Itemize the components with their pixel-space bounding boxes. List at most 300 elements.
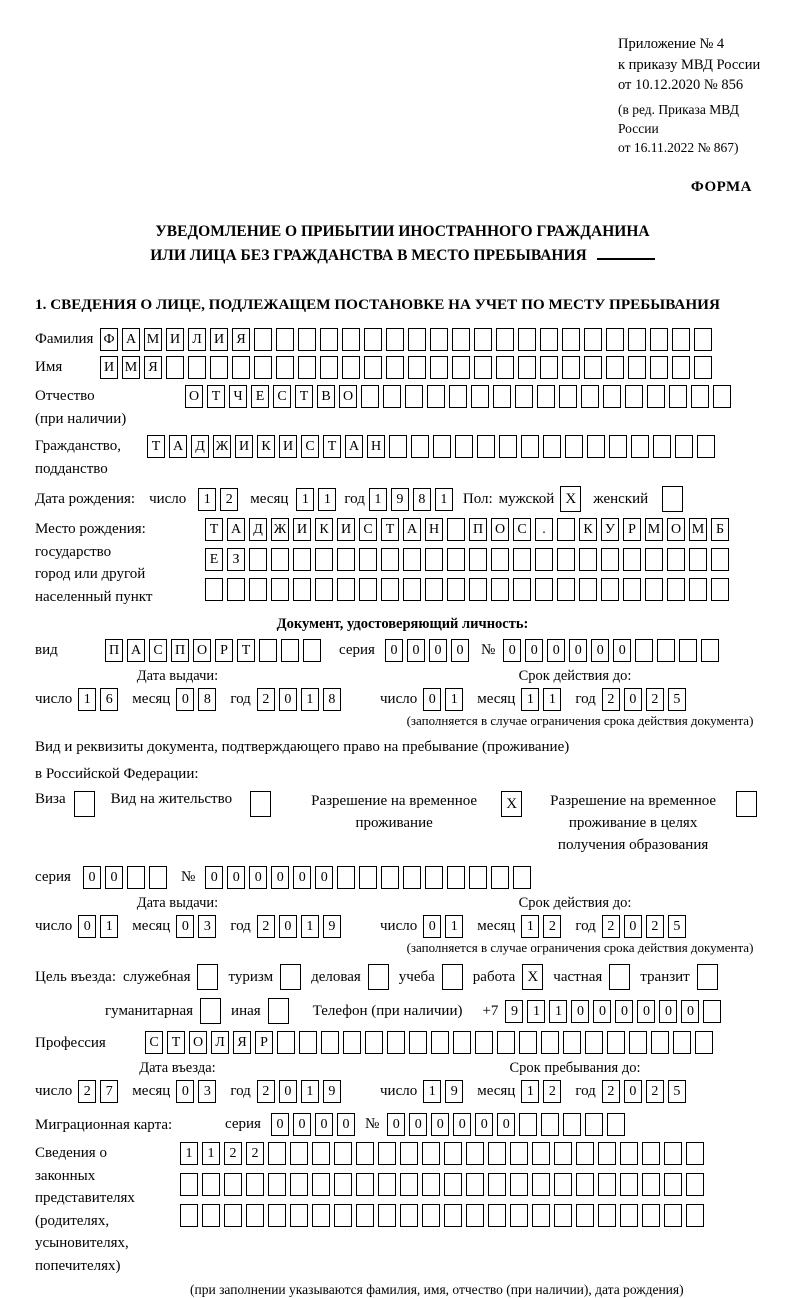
char-box[interactable] — [607, 1113, 625, 1136]
char-box[interactable] — [651, 1031, 669, 1054]
char-box[interactable] — [378, 1173, 396, 1196]
char-box[interactable] — [180, 1204, 198, 1227]
char-box[interactable]: У — [601, 518, 619, 541]
char-box[interactable]: И — [235, 435, 253, 458]
char-box[interactable]: 0 — [659, 1000, 677, 1023]
char-box[interactable]: 1 — [202, 1142, 220, 1165]
purpose-commercial-checkbox[interactable] — [368, 964, 389, 990]
char-box[interactable] — [629, 1031, 647, 1054]
char-box[interactable] — [246, 1204, 264, 1227]
char-box[interactable] — [452, 356, 470, 379]
char-box[interactable]: Т — [295, 385, 313, 408]
char-box[interactable] — [587, 435, 605, 458]
char-box[interactable]: С — [273, 385, 291, 408]
char-box[interactable] — [471, 385, 489, 408]
char-box[interactable] — [513, 866, 531, 889]
purpose-tourism-checkbox[interactable] — [280, 964, 301, 990]
char-box[interactable] — [521, 435, 539, 458]
char-box[interactable] — [491, 548, 509, 571]
char-box[interactable] — [598, 1173, 616, 1196]
char-box[interactable]: Р — [215, 639, 233, 662]
char-box[interactable] — [518, 356, 536, 379]
char-box[interactable] — [227, 578, 245, 601]
char-box[interactable] — [518, 328, 536, 351]
char-box[interactable] — [408, 328, 426, 351]
char-box[interactable]: Д — [249, 518, 267, 541]
char-box[interactable] — [334, 1142, 352, 1165]
char-box[interactable] — [675, 435, 693, 458]
char-box[interactable] — [657, 639, 675, 662]
char-box[interactable]: 0 — [176, 688, 194, 711]
char-box[interactable] — [579, 548, 597, 571]
char-box[interactable]: В — [317, 385, 335, 408]
char-box[interactable]: 1 — [301, 915, 319, 938]
char-box[interactable]: 0 — [387, 1113, 405, 1136]
char-box[interactable] — [689, 578, 707, 601]
char-box[interactable] — [386, 356, 404, 379]
visa-checkbox[interactable] — [74, 791, 95, 817]
char-box[interactable] — [378, 1204, 396, 1227]
char-box[interactable]: 2 — [257, 1080, 275, 1103]
char-box[interactable] — [202, 1173, 220, 1196]
char-box[interactable] — [364, 356, 382, 379]
char-box[interactable]: 0 — [205, 866, 223, 889]
char-box[interactable]: Я — [232, 328, 250, 351]
char-box[interactable]: 9 — [323, 915, 341, 938]
char-box[interactable]: З — [227, 548, 245, 571]
char-box[interactable] — [603, 385, 621, 408]
char-box[interactable]: М — [122, 356, 140, 379]
char-box[interactable] — [271, 578, 289, 601]
char-box[interactable] — [686, 1204, 704, 1227]
char-box[interactable]: 2 — [257, 915, 275, 938]
char-box[interactable] — [686, 1142, 704, 1165]
char-box[interactable]: 2 — [224, 1142, 242, 1165]
char-box[interactable]: 0 — [176, 915, 194, 938]
char-box[interactable] — [559, 385, 577, 408]
char-box[interactable] — [635, 639, 653, 662]
char-box[interactable]: Д — [191, 435, 209, 458]
char-box[interactable]: 0 — [271, 1113, 289, 1136]
char-box[interactable] — [281, 639, 299, 662]
char-box[interactable] — [691, 385, 709, 408]
char-box[interactable] — [576, 1173, 594, 1196]
char-box[interactable]: Я — [144, 356, 162, 379]
char-box[interactable] — [469, 866, 487, 889]
char-box[interactable] — [585, 1031, 603, 1054]
char-box[interactable] — [320, 328, 338, 351]
char-box[interactable]: 0 — [431, 1113, 449, 1136]
purpose-humanitarian-checkbox[interactable] — [200, 998, 221, 1024]
char-box[interactable] — [411, 435, 429, 458]
char-box[interactable] — [359, 578, 377, 601]
char-box[interactable] — [408, 356, 426, 379]
char-box[interactable]: 0 — [451, 639, 469, 662]
char-box[interactable] — [510, 1204, 528, 1227]
char-box[interactable] — [405, 385, 423, 408]
char-box[interactable]: 0 — [249, 866, 267, 889]
char-box[interactable] — [180, 1173, 198, 1196]
char-box[interactable] — [422, 1142, 440, 1165]
char-box[interactable]: . — [535, 518, 553, 541]
char-box[interactable]: 0 — [293, 866, 311, 889]
char-box[interactable] — [601, 548, 619, 571]
char-box[interactable] — [433, 435, 451, 458]
char-box[interactable]: 0 — [176, 1080, 194, 1103]
char-box[interactable]: О — [185, 385, 203, 408]
char-box[interactable]: 8 — [413, 488, 431, 511]
char-box[interactable]: 2 — [543, 915, 561, 938]
char-box[interactable]: Ф — [100, 328, 118, 351]
char-box[interactable] — [554, 1204, 572, 1227]
char-box[interactable] — [650, 356, 668, 379]
char-box[interactable]: Е — [205, 548, 223, 571]
char-box[interactable] — [625, 385, 643, 408]
char-box[interactable] — [579, 578, 597, 601]
char-box[interactable]: Н — [367, 435, 385, 458]
char-box[interactable]: 0 — [571, 1000, 589, 1023]
char-box[interactable]: Т — [207, 385, 225, 408]
char-box[interactable] — [359, 548, 377, 571]
char-box[interactable] — [202, 1204, 220, 1227]
char-box[interactable]: А — [227, 518, 245, 541]
char-box[interactable] — [563, 1031, 581, 1054]
char-box[interactable] — [491, 578, 509, 601]
char-box[interactable] — [409, 1031, 427, 1054]
char-box[interactable]: М — [144, 328, 162, 351]
char-box[interactable] — [474, 356, 492, 379]
char-box[interactable]: А — [127, 639, 145, 662]
char-box[interactable] — [276, 356, 294, 379]
char-box[interactable]: 9 — [505, 1000, 523, 1023]
char-box[interactable]: 0 — [423, 688, 441, 711]
char-box[interactable]: 0 — [78, 915, 96, 938]
char-box[interactable] — [268, 1142, 286, 1165]
char-box[interactable] — [303, 639, 321, 662]
char-box[interactable]: 1 — [521, 915, 539, 938]
char-box[interactable] — [452, 328, 470, 351]
char-box[interactable] — [694, 328, 712, 351]
char-box[interactable] — [246, 1173, 264, 1196]
char-box[interactable]: Т — [147, 435, 165, 458]
char-box[interactable] — [210, 356, 228, 379]
char-box[interactable] — [334, 1204, 352, 1227]
char-box[interactable]: 0 — [475, 1113, 493, 1136]
char-box[interactable] — [403, 548, 421, 571]
char-box[interactable] — [515, 385, 533, 408]
char-box[interactable] — [645, 578, 663, 601]
char-box[interactable]: 6 — [100, 688, 118, 711]
char-box[interactable]: 0 — [279, 1080, 297, 1103]
char-box[interactable]: 0 — [409, 1113, 427, 1136]
char-box[interactable] — [711, 578, 729, 601]
char-box[interactable]: А — [169, 435, 187, 458]
char-box[interactable]: 0 — [105, 866, 123, 889]
char-box[interactable]: 1 — [180, 1142, 198, 1165]
char-box[interactable] — [356, 1173, 374, 1196]
char-box[interactable]: 1 — [369, 488, 387, 511]
char-box[interactable] — [672, 328, 690, 351]
char-box[interactable] — [425, 578, 443, 601]
char-box[interactable] — [342, 328, 360, 351]
char-box[interactable] — [334, 1173, 352, 1196]
char-box[interactable]: 0 — [624, 915, 642, 938]
char-box[interactable] — [647, 385, 665, 408]
char-box[interactable]: Е — [251, 385, 269, 408]
char-box[interactable] — [365, 1031, 383, 1054]
char-box[interactable]: О — [189, 1031, 207, 1054]
purpose-business-checkbox[interactable] — [197, 964, 218, 990]
char-box[interactable] — [312, 1204, 330, 1227]
char-box[interactable] — [554, 1173, 572, 1196]
purpose-transit-checkbox[interactable] — [697, 964, 718, 990]
char-box[interactable] — [581, 385, 599, 408]
char-box[interactable]: Ч — [229, 385, 247, 408]
char-box[interactable]: 0 — [613, 639, 631, 662]
char-box[interactable] — [422, 1173, 440, 1196]
char-box[interactable] — [254, 356, 272, 379]
char-box[interactable]: 1 — [301, 1080, 319, 1103]
char-box[interactable] — [540, 356, 558, 379]
char-box[interactable] — [453, 1031, 471, 1054]
char-box[interactable] — [290, 1204, 308, 1227]
char-box[interactable] — [664, 1142, 682, 1165]
char-box[interactable]: 0 — [337, 1113, 355, 1136]
char-box[interactable]: М — [645, 518, 663, 541]
char-box[interactable]: 0 — [315, 1113, 333, 1136]
char-box[interactable] — [427, 385, 445, 408]
char-box[interactable] — [606, 356, 624, 379]
char-box[interactable] — [620, 1204, 638, 1227]
char-box[interactable] — [337, 548, 355, 571]
char-box[interactable] — [576, 1142, 594, 1165]
char-box[interactable] — [466, 1173, 484, 1196]
char-box[interactable] — [628, 356, 646, 379]
char-box[interactable] — [642, 1204, 660, 1227]
char-box[interactable]: 0 — [547, 639, 565, 662]
char-box[interactable]: 2 — [78, 1080, 96, 1103]
char-box[interactable] — [188, 356, 206, 379]
char-box[interactable]: 1 — [100, 915, 118, 938]
char-box[interactable]: 3 — [198, 1080, 216, 1103]
char-box[interactable]: С — [149, 639, 167, 662]
char-box[interactable]: Т — [237, 639, 255, 662]
char-box[interactable] — [276, 328, 294, 351]
char-box[interactable]: Ж — [271, 518, 289, 541]
char-box[interactable] — [268, 1173, 286, 1196]
char-box[interactable] — [565, 435, 583, 458]
char-box[interactable] — [686, 1173, 704, 1196]
char-box[interactable] — [386, 328, 404, 351]
purpose-other-checkbox[interactable] — [268, 998, 289, 1024]
char-box[interactable]: М — [689, 518, 707, 541]
char-box[interactable] — [315, 548, 333, 571]
char-box[interactable] — [475, 1031, 493, 1054]
char-box[interactable] — [562, 356, 580, 379]
char-box[interactable] — [356, 1142, 374, 1165]
char-box[interactable]: 0 — [83, 866, 101, 889]
char-box[interactable] — [488, 1173, 506, 1196]
char-box[interactable] — [343, 1031, 361, 1054]
char-box[interactable]: 3 — [198, 915, 216, 938]
char-box[interactable] — [290, 1173, 308, 1196]
char-box[interactable] — [541, 1031, 559, 1054]
char-box[interactable] — [620, 1173, 638, 1196]
char-box[interactable] — [271, 548, 289, 571]
char-box[interactable]: Т — [323, 435, 341, 458]
char-box[interactable]: 0 — [624, 1080, 642, 1103]
char-box[interactable]: О — [667, 518, 685, 541]
char-box[interactable]: 1 — [318, 488, 336, 511]
char-box[interactable]: 1 — [435, 488, 453, 511]
char-box[interactable] — [562, 328, 580, 351]
char-box[interactable] — [232, 356, 250, 379]
char-box[interactable] — [466, 1204, 484, 1227]
char-box[interactable] — [381, 548, 399, 571]
char-box[interactable]: Ж — [213, 435, 231, 458]
char-box[interactable]: 0 — [637, 1000, 655, 1023]
char-box[interactable]: 0 — [615, 1000, 633, 1023]
char-box[interactable] — [694, 356, 712, 379]
char-box[interactable]: Л — [211, 1031, 229, 1054]
char-box[interactable]: 2 — [646, 915, 664, 938]
char-box[interactable] — [532, 1204, 550, 1227]
char-box[interactable]: П — [171, 639, 189, 662]
char-box[interactable] — [259, 639, 277, 662]
char-box[interactable] — [667, 548, 685, 571]
char-box[interactable] — [474, 328, 492, 351]
char-box[interactable]: 7 — [100, 1080, 118, 1103]
purpose-private-checkbox[interactable] — [609, 964, 630, 990]
char-box[interactable]: 0 — [569, 639, 587, 662]
char-box[interactable]: С — [359, 518, 377, 541]
char-box[interactable] — [623, 548, 641, 571]
char-box[interactable]: 2 — [543, 1080, 561, 1103]
char-box[interactable] — [469, 548, 487, 571]
char-box[interactable] — [519, 1113, 537, 1136]
char-box[interactable] — [431, 1031, 449, 1054]
char-box[interactable] — [535, 548, 553, 571]
char-box[interactable]: 1 — [543, 688, 561, 711]
char-box[interactable] — [389, 435, 407, 458]
char-box[interactable] — [400, 1204, 418, 1227]
char-box[interactable] — [205, 578, 223, 601]
char-box[interactable] — [430, 356, 448, 379]
char-box[interactable]: Р — [255, 1031, 273, 1054]
char-box[interactable] — [383, 385, 401, 408]
char-box[interactable] — [356, 1204, 374, 1227]
char-box[interactable] — [477, 435, 495, 458]
char-box[interactable] — [713, 385, 731, 408]
char-box[interactable] — [447, 866, 465, 889]
char-box[interactable] — [166, 356, 184, 379]
char-box[interactable]: А — [403, 518, 421, 541]
char-box[interactable] — [499, 435, 517, 458]
char-box[interactable] — [337, 578, 355, 601]
char-box[interactable]: 0 — [407, 639, 425, 662]
char-box[interactable] — [607, 1031, 625, 1054]
char-box[interactable] — [653, 435, 671, 458]
char-box[interactable]: Л — [188, 328, 206, 351]
char-box[interactable] — [491, 866, 509, 889]
char-box[interactable] — [277, 1031, 295, 1054]
char-box[interactable] — [425, 866, 443, 889]
char-box[interactable] — [400, 1142, 418, 1165]
char-box[interactable]: Т — [167, 1031, 185, 1054]
char-box[interactable] — [447, 578, 465, 601]
char-box[interactable] — [496, 328, 514, 351]
char-box[interactable]: 8 — [198, 688, 216, 711]
char-box[interactable]: Б — [711, 518, 729, 541]
char-box[interactable]: 1 — [301, 688, 319, 711]
char-box[interactable]: 9 — [323, 1080, 341, 1103]
char-box[interactable]: 8 — [323, 688, 341, 711]
char-box[interactable]: 0 — [591, 639, 609, 662]
char-box[interactable] — [557, 578, 575, 601]
char-box[interactable] — [664, 1204, 682, 1227]
char-box[interactable]: И — [293, 518, 311, 541]
char-box[interactable] — [447, 518, 465, 541]
char-box[interactable] — [584, 356, 602, 379]
char-box[interactable] — [697, 435, 715, 458]
char-box[interactable]: Я — [233, 1031, 251, 1054]
sex-male-checkbox[interactable]: X — [560, 486, 581, 512]
char-box[interactable] — [254, 328, 272, 351]
char-box[interactable]: К — [579, 518, 597, 541]
char-box[interactable] — [337, 866, 355, 889]
char-box[interactable] — [447, 548, 465, 571]
char-box[interactable] — [631, 435, 649, 458]
char-box[interactable] — [469, 578, 487, 601]
char-box[interactable] — [381, 578, 399, 601]
char-box[interactable]: 1 — [78, 688, 96, 711]
char-box[interactable]: 0 — [315, 866, 333, 889]
char-box[interactable] — [249, 548, 267, 571]
char-box[interactable] — [642, 1142, 660, 1165]
char-box[interactable]: О — [193, 639, 211, 662]
char-box[interactable] — [598, 1204, 616, 1227]
char-box[interactable]: О — [491, 518, 509, 541]
char-box[interactable] — [249, 578, 267, 601]
char-box[interactable]: 0 — [429, 639, 447, 662]
char-box[interactable]: 0 — [453, 1113, 471, 1136]
char-box[interactable] — [387, 1031, 405, 1054]
temp-permit-checkbox[interactable]: X — [501, 791, 522, 817]
char-box[interactable]: 2 — [646, 1080, 664, 1103]
char-box[interactable] — [576, 1204, 594, 1227]
char-box[interactable]: П — [105, 639, 123, 662]
char-box[interactable]: 0 — [681, 1000, 699, 1023]
char-box[interactable]: 1 — [521, 688, 539, 711]
char-box[interactable]: А — [345, 435, 363, 458]
char-box[interactable] — [361, 385, 379, 408]
char-box[interactable] — [381, 866, 399, 889]
char-box[interactable]: С — [145, 1031, 163, 1054]
char-box[interactable] — [672, 356, 690, 379]
char-box[interactable] — [315, 578, 333, 601]
char-box[interactable]: Н — [425, 518, 443, 541]
char-box[interactable] — [466, 1142, 484, 1165]
char-box[interactable] — [364, 328, 382, 351]
char-box[interactable] — [378, 1142, 396, 1165]
char-box[interactable] — [606, 328, 624, 351]
char-box[interactable] — [563, 1113, 581, 1136]
char-box[interactable] — [359, 866, 377, 889]
char-box[interactable] — [400, 1173, 418, 1196]
char-box[interactable]: 2 — [602, 688, 620, 711]
char-box[interactable] — [585, 1113, 603, 1136]
char-box[interactable] — [403, 578, 421, 601]
